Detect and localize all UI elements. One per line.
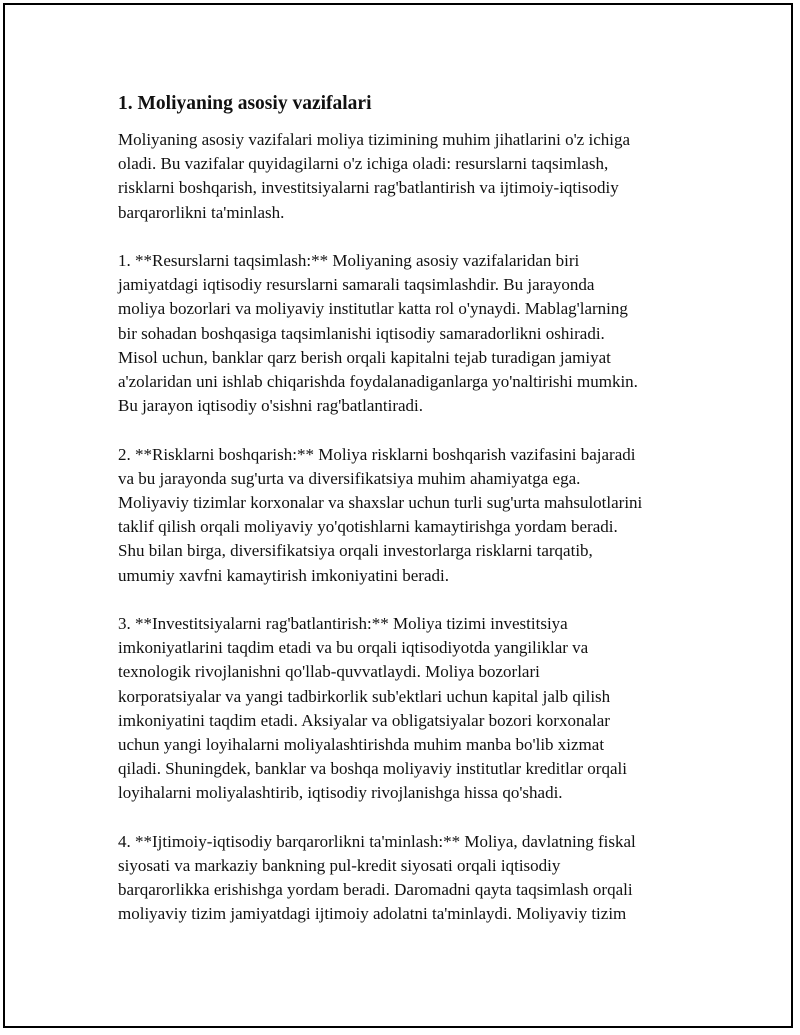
text-line: imkoniyatini taqdim etadi. Aksiyalar va obligatsiyalar bozori korxonalar (118, 710, 610, 730)
text-line: siyosati va markaziy bankning pul-kredit siyosati orqali iqtisodiy (118, 856, 561, 876)
text-line: bir sohadan boshqasiga taqsimlanishi iqtisodiy samaradorlikni oshiradi. (118, 323, 605, 343)
text-line: korporatsiyalar va yangi tadbirkorlik sub'ektlari uchun kapital jalb qilish (118, 686, 611, 706)
text-line: barqarorlikka erishishga yordam beradi. Daromadni qayta taqsimlash orqali (118, 880, 633, 900)
text-line: moliya bozorlari va moliyaviy institutlar katta rol o'ynaydi. Mablag'larning (118, 299, 628, 319)
risk-management-paragraph (118, 443, 688, 588)
text-line: uchun yangi loyihalarni moliyalashtirishda muhim manba bo'lib xizmat (118, 735, 605, 755)
text-line: Moliyaning asosiy vazifalari moliya tizimining muhim jihatlarini o'z ichiga (118, 130, 631, 149)
text-line: risklarni boshqarish, investitsiyalarni rag'batlantirish va ijtimoiy-iqtisodiy (118, 178, 619, 198)
text-line: a'zolaridan uni ishlab chiqarishda foydalanadiganlarga yo'naltirishi mumkin. (118, 372, 638, 392)
text-line: taklif qilish orqali moliyaviy yo'qotishlarni kamaytirishga yordam beradi. (118, 517, 618, 537)
text-line: Shu bilan birga, diversifikatsiya orqali investorlarga risklarni tarqatib, (118, 541, 593, 561)
text-line: oladi. Bu vazifalar quyidagilarni o'z ichiga oladi: resurslarni taqsimlash, (118, 154, 609, 174)
text-line: Bu jarayon iqtisodiy o'sishni rag'batlantiradi. (118, 396, 423, 416)
resource-allocation-paragraph (118, 249, 688, 418)
text-line: umumiy xavfni kamaytirish imkoniyatini beradi. (118, 565, 449, 585)
text-line: moliyaviy tizim jamiyatdagi ijtimoiy adolatni ta'minlaydi. Moliyaviy tizim (118, 904, 627, 924)
section-heading: 1. Moliyaning asosiy vazifalari (118, 93, 372, 114)
text-line: Moliyaviy tizimlar korxonalar va shaxslar uchun turli sug'urta mahsulotlarini (118, 493, 643, 513)
text-line: 1. **Resurslarni taqsimlash:** Moliyaning asosiy vazifalaridan biri (118, 251, 580, 270)
document-body (118, 90, 688, 951)
investment-paragraph (118, 612, 688, 806)
stability-paragraph (118, 830, 688, 927)
text-line: qiladi. Shuningdek, banklar va boshqa moliyaviy institutlar kreditlar orqali (118, 759, 627, 779)
text-line: 2. **Risklarni boshqarish:** Moliya risklarni boshqarish vazifasini bajaradi (118, 444, 636, 464)
text-line: loyihalarni moliyalashtirib, iqtisodiy rivojlanishga hissa qo'shadi. (118, 783, 563, 803)
text-line: Misol uchun, banklar qarz berish orqali kapitalni tejab turadigan jamiyat (118, 347, 611, 367)
text-line: 4. **Ijtimoiy-iqtisodiy barqarorlikni ta'minlash:** Moliya, davlatning fiskal (118, 831, 636, 851)
intro-paragraph (118, 128, 688, 225)
text-line: imkoniyatlarini taqdim etadi va bu orqali iqtisodiyotda yangiliklar va (118, 638, 589, 658)
text-line: va bu jarayonda sug'urta va diversifikatsiya muhim ahamiyatga ega. (118, 468, 581, 488)
text-line: jamiyatdagi iqtisodiy resurslarni samarali taqsimlashdir. Bu jarayonda (118, 275, 595, 295)
text-line: texnologik rivojlanishni qo'llab-quvvatlaydi. Moliya bozorlari (118, 662, 540, 682)
text-line: barqarorlikni ta'minlash. (118, 202, 285, 222)
text-line: 3. **Investitsiyalarni rag'batlantirish:** Moliya tizimi investitsiya (118, 614, 568, 634)
